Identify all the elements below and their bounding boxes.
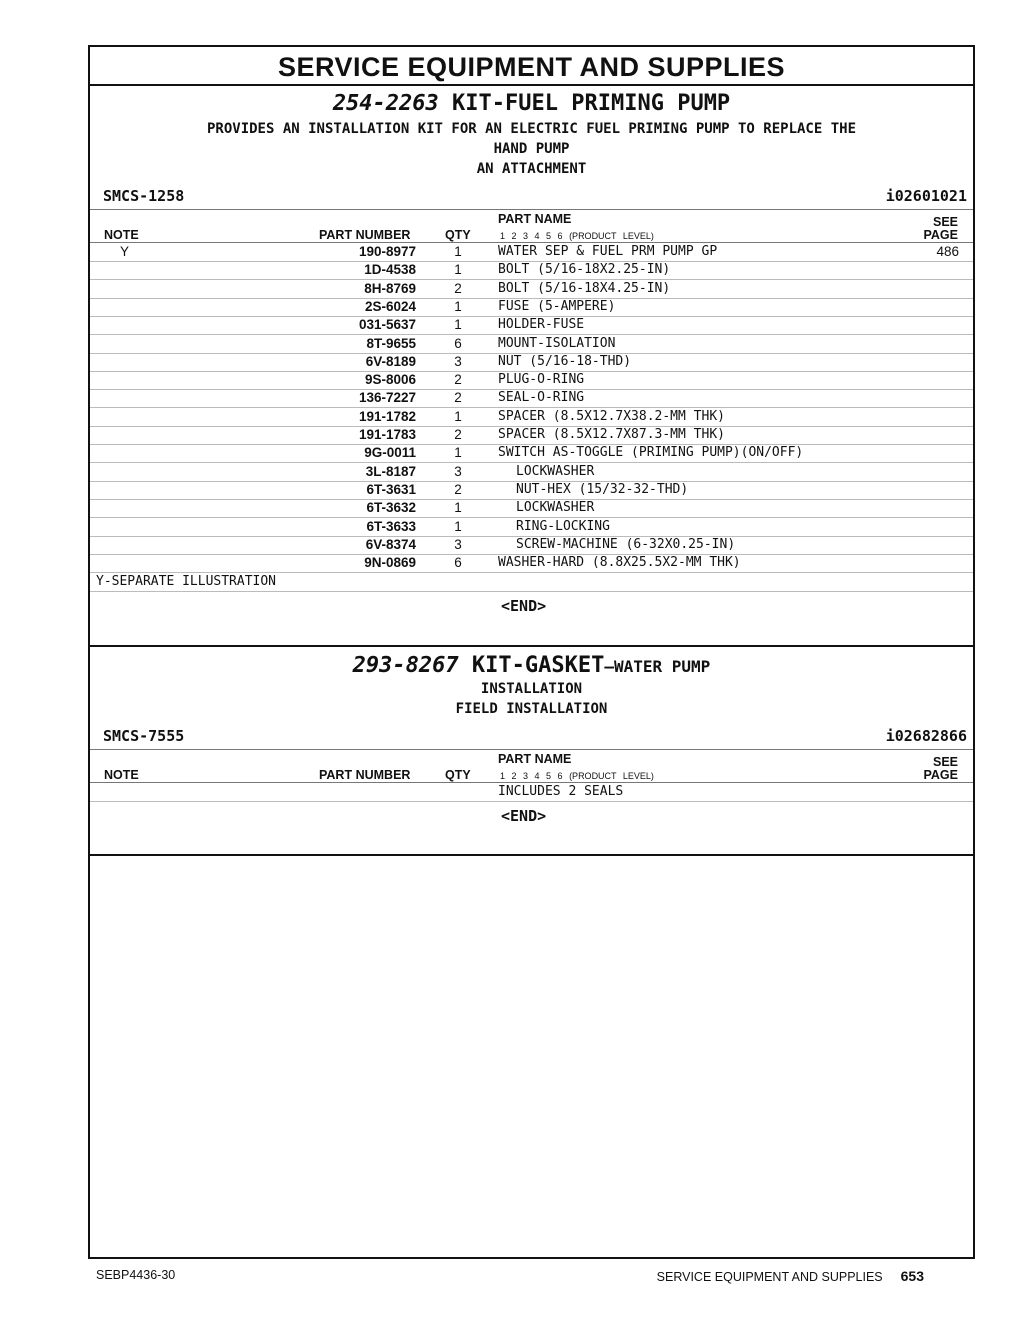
row-qty: 1 [454, 445, 462, 461]
kit1-header-top-rule [90, 209, 973, 210]
kit2-col-see: SEE [932, 755, 958, 769]
kit2-name: KIT-GASKET [471, 653, 605, 678]
row-part-number: 2S-6024 [364, 298, 416, 314]
kit2-header-bottom-rule [90, 782, 973, 783]
row-part-name: INCLUDES 2 SEALS [498, 784, 624, 799]
row-qty: 1 [454, 518, 462, 534]
row-qty: 2 [454, 280, 462, 296]
row-part-number: 031-5637 [358, 317, 416, 333]
row-qty: 1 [454, 408, 462, 424]
kit1-desc-line1: PROVIDES AN INSTALLATION KIT FOR AN ELECTRIC FUEL PRIMING PUMP TO REPLACE THE [206, 121, 856, 137]
kit1-level-numbers: 1 2 3 4 5 6 [500, 231, 563, 241]
kit2-suffix: —WATER PUMP [604, 657, 711, 676]
kit1-section-divider [90, 645, 973, 647]
row-part-name: SCREW-MACHINE (6-32X0.25-IN) [516, 536, 736, 552]
kit2-section-divider [90, 854, 973, 856]
row-part-name: SWITCH AS-TOGGLE (PRIMING PUMP)(ON/OFF) [498, 445, 804, 461]
page-title: SERVICE EQUIPMENT AND SUPPLIES [277, 52, 786, 82]
footer-section: SERVICE EQUIPMENT AND SUPPLIES [656, 1270, 883, 1284]
title-divider [90, 84, 973, 86]
row-part-name: SEAL-O-RING [498, 390, 585, 406]
row-part-number: 6V-8189 [365, 353, 416, 369]
kit2-col-part-number: PART NUMBER [319, 768, 411, 782]
row-part-name: RING-LOCKING [516, 518, 610, 534]
footer-right [657, 1268, 924, 1284]
row-part-number: 1D-4538 [364, 262, 416, 278]
row-part-number: 9N-0869 [364, 555, 416, 571]
row-qty: 2 [454, 481, 462, 497]
row-qty: 1 [454, 500, 462, 516]
row-part-name: FUSE (5-AMPERE) [498, 298, 616, 314]
kit1-col-see: SEE [932, 215, 958, 229]
row-part-name: HOLDER-FUSE [498, 317, 585, 333]
kit2-col-note: NOTE [104, 768, 139, 782]
row-qty: 1 [454, 317, 462, 333]
row-part-number: 190-8977 [358, 244, 416, 259]
kit1-col-page: PAGE [923, 228, 958, 242]
kit1-ident: i02601021 [885, 187, 967, 205]
footer-doc-code: SEBP4436-30 [96, 1268, 176, 1282]
kit1-footnote: Y-SEPARATE ILLUSTRATION [96, 574, 277, 589]
kit1-smcs: SMCS-1258 [103, 187, 185, 205]
kit2-desc-line2: FIELD INSTALLATION [455, 701, 608, 717]
row-part-name: LOCKWASHER [516, 463, 595, 479]
kit1-col-part-name: PART NAME [498, 212, 572, 226]
row-part-name: NUT-HEX (15/32-32-THD) [516, 481, 689, 497]
row-qty: 1 [454, 244, 462, 259]
row-part-number: 8T-9655 [366, 335, 416, 351]
row-part-name: WASHER-HARD (8.8X25.5X2-MM THK) [498, 555, 741, 571]
row-part-number: 6T-3633 [366, 518, 416, 534]
kit1-desc-line2: HAND PUMP [493, 141, 570, 157]
row-part-number: 8H-8769 [364, 280, 416, 296]
kit1-name: KIT-FUEL PRIMING PUMP [452, 91, 731, 116]
kit1-desc-line3: AN ATTACHMENT [476, 161, 587, 177]
kit2-col-page: PAGE [923, 768, 958, 782]
row-qty: 3 [454, 463, 462, 479]
kit1-col-note: NOTE [104, 228, 139, 242]
kit2-title [90, 653, 973, 678]
kit1-col-levels [500, 231, 654, 241]
kit2-header-top-rule [90, 749, 973, 750]
kit2-level-numbers: 1 2 3 4 5 6 [500, 771, 563, 781]
kit1-end-marker: <END> [501, 597, 547, 615]
kit2-ident: i02682866 [885, 727, 967, 745]
row-qty: 2 [454, 372, 462, 388]
kit1-footnote-rule [90, 591, 973, 592]
table-row-rule [90, 801, 973, 802]
row-part-number: 6V-8374 [365, 536, 416, 552]
row-part-name: LOCKWASHER [516, 500, 595, 516]
kit1-col-part-number: PART NUMBER [319, 228, 411, 242]
row-part-name: BOLT (5/16-18X4.25-IN) [498, 280, 671, 296]
row-note: Y [120, 244, 130, 259]
row-part-number: 191-1782 [358, 408, 416, 424]
kit2-col-qty: QTY [445, 768, 471, 782]
row-qty: 1 [454, 262, 462, 278]
row-part-number: 6T-3632 [366, 500, 416, 516]
row-part-name: BOLT (5/16-18X2.25-IN) [498, 262, 671, 278]
kit1-product-level: (PRODUCT LEVEL) [569, 231, 654, 241]
row-part-name: NUT (5/16-18-THD) [498, 353, 632, 369]
row-part-name: WATER SEP & FUEL PRM PUMP GP [498, 244, 718, 259]
row-part-number: 6T-3631 [366, 481, 416, 497]
table-row-rule [90, 572, 973, 573]
row-qty: 3 [454, 536, 462, 552]
kit2-smcs: SMCS-7555 [103, 727, 185, 745]
row-part-name: SPACER (8.5X12.7X87.3-MM THK) [498, 427, 725, 442]
row-qty: 3 [454, 353, 462, 369]
kit1-col-qty: QTY [445, 228, 471, 242]
row-part-name: SPACER (8.5X12.7X38.2-MM THK) [498, 408, 725, 424]
row-part-number: 3L-8187 [365, 463, 416, 479]
row-part-number: 9S-8006 [364, 372, 416, 388]
row-part-name: MOUNT-ISOLATION [498, 335, 616, 351]
row-part-name: PLUG-O-RING [498, 372, 585, 388]
row-qty: 1 [454, 298, 462, 314]
row-qty: 2 [454, 390, 462, 406]
row-part-number: 191-1783 [358, 427, 416, 442]
row-qty: 6 [454, 555, 462, 571]
kit2-col-part-name: PART NAME [498, 752, 572, 766]
row-qty: 2 [454, 427, 462, 442]
kit2-end-marker: <END> [501, 807, 547, 825]
row-qty: 6 [454, 335, 462, 351]
kit2-product-level: (PRODUCT LEVEL) [569, 771, 654, 781]
kit1-header-bottom-rule [90, 242, 973, 243]
kit1-title [90, 91, 973, 116]
page-frame [88, 45, 975, 1259]
kit1-number: 254-2263 [332, 91, 439, 116]
kit2-desc-line1: INSTALLATION [480, 681, 583, 697]
row-part-number: 136-7227 [358, 390, 416, 406]
kit2-col-levels [500, 771, 654, 781]
row-see-page: 486 [936, 244, 959, 259]
row-part-number: 9G-0011 [364, 445, 416, 461]
footer-page-number: 653 [900, 1268, 924, 1284]
kit2-number: 293-8267 [352, 653, 459, 678]
